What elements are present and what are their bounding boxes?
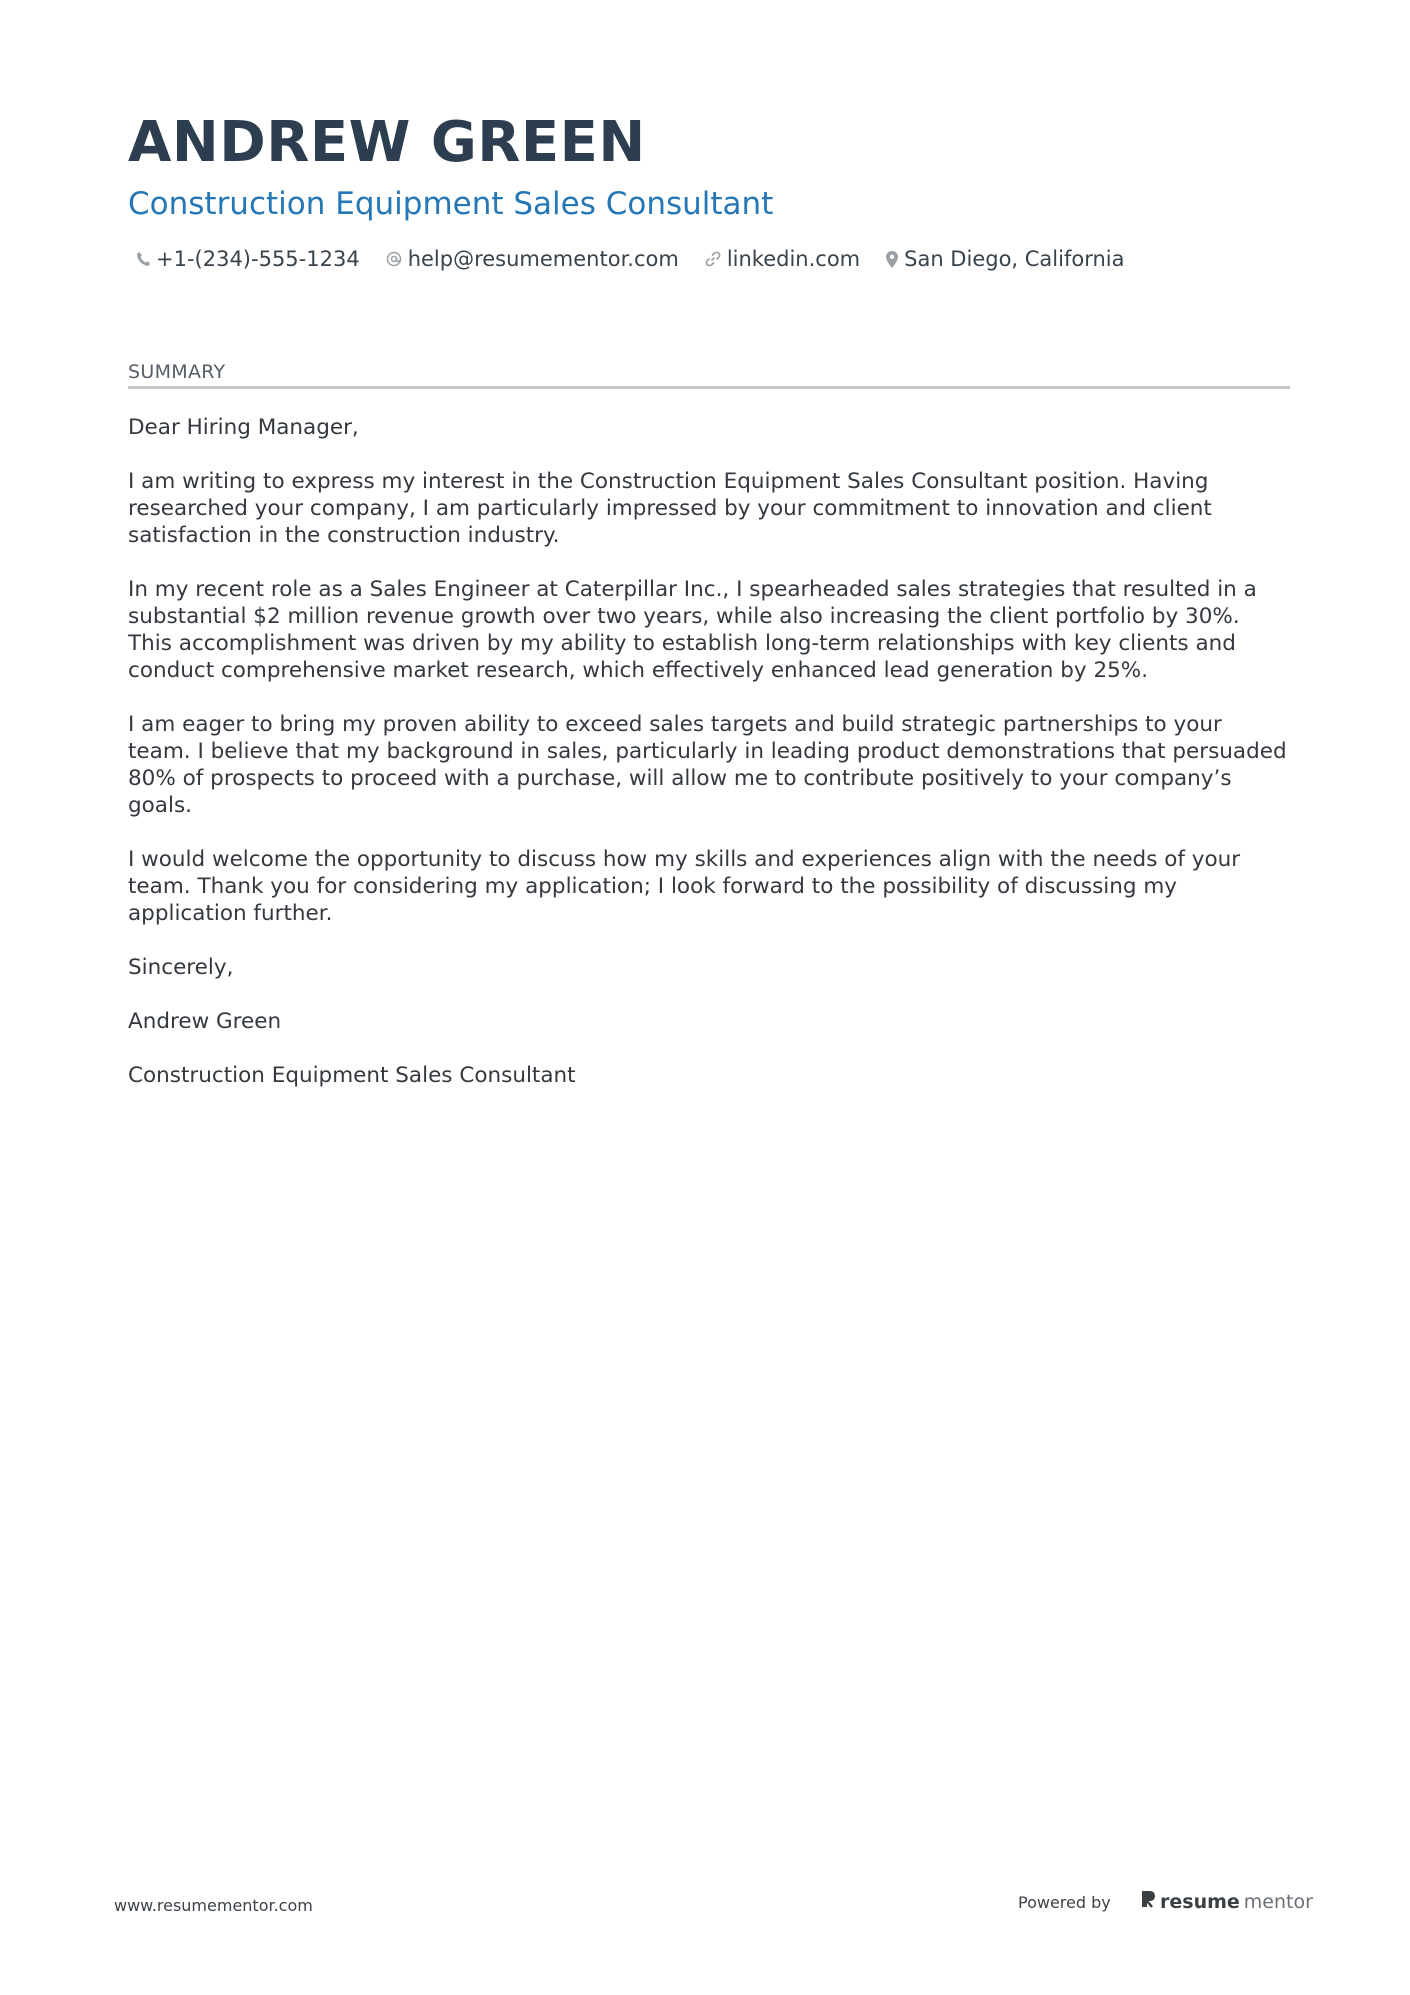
section-divider — [128, 386, 1290, 389]
contact-location — [886, 247, 1124, 271]
cover-letter-body — [128, 414, 1290, 1116]
closing: Sincerely, — [128, 955, 234, 980]
at-icon — [386, 251, 402, 267]
linkedin-link: linkedin.com — [726, 247, 861, 271]
contact-email — [386, 247, 679, 271]
contact-bar — [136, 247, 1124, 271]
section-title-summary: SUMMARY — [128, 361, 226, 383]
letter-paragraph-4: I would welcome the opportunity to discuss how my skills and experiences align with the needs of your team. Thank you for considering my application; I look forward to the possibility of discussing my application further. — [128, 847, 1241, 926]
phone-number: +1-(234)-555-1234 — [156, 247, 360, 271]
job-title: Construction Equipment Sales Consultant — [128, 186, 774, 222]
letter-paragraph-1: I am writing to express my interest in the Construction Equipment Sales Consultant position. Having researched your company, I am particularly impressed by your commitment to innovation and client satisfaction in the construction industry. — [128, 469, 1212, 548]
signature-name: Andrew Green — [128, 1009, 282, 1034]
salutation: Dear Hiring Manager, — [128, 415, 359, 440]
letter-paragraph-2: In my recent role as a Sales Engineer at Caterpillar Inc., I spearheaded sales strategies that resulted in a substantial $2 million revenue growth over two years, while also increasing the client portfolio by 30%. This accomplishment was driven by my ability to establish long-term relationships with key clients and conduct comprehensive market research, which effectively enhanced lead generation by 25%. — [128, 577, 1257, 683]
link-icon — [705, 251, 721, 267]
signature-title: Construction Equipment Sales Consultant — [128, 1063, 576, 1088]
brand-name-bold: resume — [1160, 1890, 1240, 1913]
location-text: San Diego, California — [904, 247, 1125, 271]
email-address: help@resumementor.com — [407, 247, 679, 271]
phone-icon — [136, 251, 150, 267]
brand-name-light: mentor — [1243, 1890, 1313, 1913]
contact-linkedin — [705, 247, 860, 271]
candidate-name: ANDREW GREEN — [128, 110, 646, 175]
letter-paragraph-3: I am eager to bring my proven ability to exceed sales targets and build strategic partnerships to your team. I believe that my background in sales, particularly in leading product demonstrations that persuaded 80% of prospects to proceed with a purchase, will allow me to contribute positively to your company’s goals. — [128, 712, 1287, 818]
powered-by-label: Powered by — [1018, 1893, 1111, 1912]
contact-phone — [136, 247, 360, 271]
location-pin-icon — [886, 251, 898, 268]
footer-website: www.resumementor.com — [114, 1896, 313, 1915]
brand-logo — [1140, 1889, 1313, 1914]
brand-mark-icon — [1140, 1889, 1156, 1914]
